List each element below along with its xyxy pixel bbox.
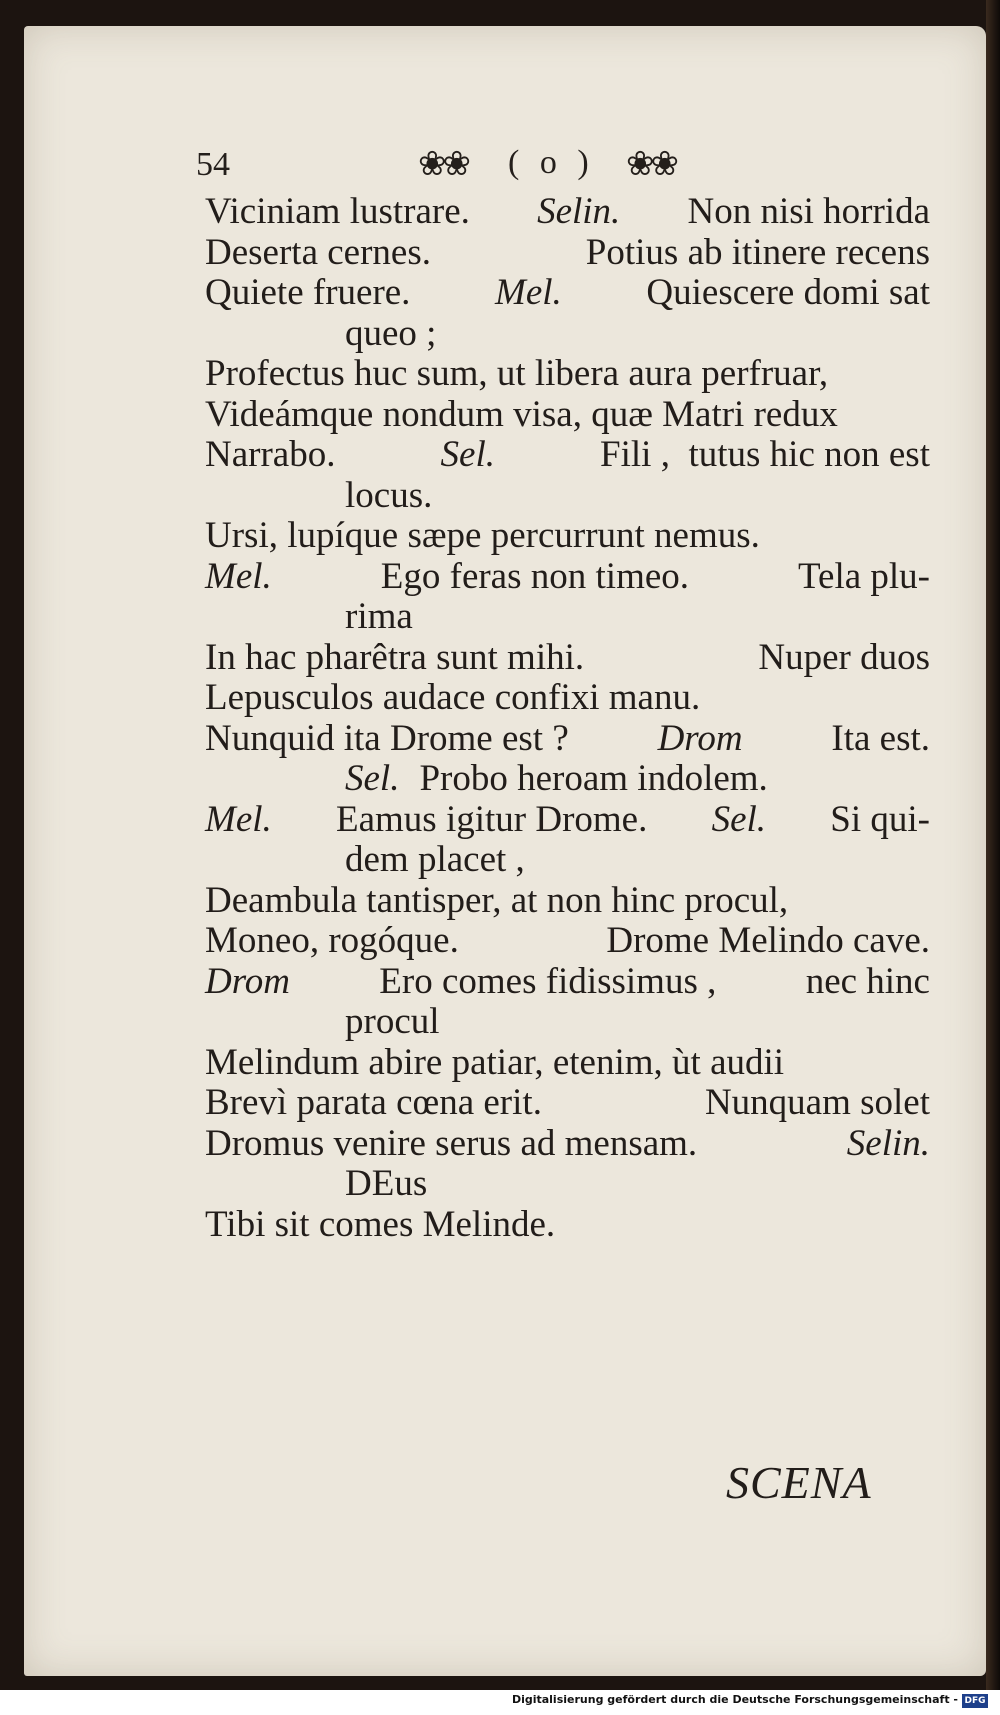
speaker-label: Mel. — [495, 272, 562, 313]
verse-text: Melindum abire patiar, etenim, ùt audii — [205, 1041, 785, 1083]
text-line — [205, 1205, 930, 1246]
verse-text: Ita est. — [831, 717, 930, 759]
text-line — [205, 1002, 930, 1043]
book-edge — [986, 0, 1000, 1715]
text-line — [205, 233, 930, 274]
verse-text: Fili , tutus hic non est — [600, 434, 930, 475]
verse-text: Non nisi horrida — [687, 191, 930, 232]
verse-text: Ursi, lupíque sæpe percurrunt nemus. — [205, 515, 760, 556]
verse-text: Brevì parata cœna erit. — [205, 1082, 542, 1123]
verse-text: In hac pharêtra sunt mihi. — [205, 636, 585, 678]
verse-text: Tela plu- — [798, 555, 930, 597]
verse-text: Probo heroam indolem. — [419, 758, 768, 799]
verse-text: Lepusculos audace confixi manu. — [205, 677, 701, 718]
speaker-label: Selin. — [846, 1122, 930, 1164]
speaker-label: Selin. — [537, 191, 621, 232]
text-line — [205, 800, 930, 841]
text-line — [205, 759, 930, 800]
text-line — [205, 1164, 930, 1205]
verse-text: Videámque nondum visa, quæ Matri redux — [205, 393, 838, 435]
text-line — [205, 516, 930, 557]
verse-text: procul — [345, 1001, 440, 1042]
text-line — [205, 678, 930, 719]
speaker-label: Mel. — [205, 798, 272, 840]
speaker-label: Sel. — [711, 798, 767, 840]
verse-text: Nunquam solet — [704, 1082, 930, 1123]
verse-text: locus. — [345, 474, 433, 516]
verse-text: Drome Melindo cave. — [606, 920, 930, 961]
text-line — [205, 395, 930, 436]
text-line — [205, 921, 930, 962]
catchword: SCENA — [726, 1457, 872, 1508]
text-line — [205, 840, 930, 881]
ornament-right-icon: ❀❀ — [626, 146, 675, 183]
verse-text: Tibi sit comes Melinde. — [205, 1203, 556, 1245]
text-line — [205, 638, 930, 679]
verse-text: Quiete fruere. — [205, 272, 411, 313]
speaker-label: Sel. — [345, 758, 400, 799]
speaker-label: Mel. — [205, 555, 272, 597]
text-line — [205, 273, 930, 314]
text-line — [205, 314, 930, 355]
speaker-label: Drom — [205, 960, 290, 1002]
text-line — [205, 354, 930, 395]
footer-credit: Digitalisierung gefördert durch die Deutsche Forschungsgemeinschaft - — [511, 1693, 958, 1706]
verse-text: Narrabo. — [205, 434, 336, 475]
verse-text: rima — [345, 596, 413, 637]
verse-text: Dromus venire serus ad mensam. — [205, 1122, 698, 1164]
verse-text: Si qui- — [830, 798, 930, 840]
text-line — [205, 476, 930, 517]
text-line — [205, 719, 930, 760]
text-line — [205, 881, 930, 922]
page-number: 54 — [196, 146, 230, 183]
text-line — [205, 557, 930, 598]
verse-text: Deambula tantisper, at non hinc procul, — [205, 879, 789, 921]
signature-mark: ( o ) — [508, 144, 595, 181]
verse-text: Viciniam lustrare. — [205, 191, 470, 232]
text-line — [205, 1124, 930, 1165]
play-text — [205, 192, 930, 1245]
verse-text: Nunquid ita Drome est ? — [205, 717, 569, 759]
text-line — [205, 1043, 930, 1084]
text-line — [205, 597, 930, 638]
verse-text: queo ; — [345, 312, 437, 354]
verse-text: Eamus igitur Drome. — [336, 798, 648, 840]
verse-text: Moneo, rogóque. — [205, 920, 459, 961]
verse-text: nec hinc — [805, 960, 930, 1002]
ornament-left-icon: ❀❀ — [418, 146, 467, 183]
verse-text: Potius ab itinere recens — [585, 231, 930, 273]
verse-text: dem placet , — [345, 839, 525, 880]
speaker-label: Sel. — [440, 434, 495, 475]
verse-text: Deserta cernes. — [205, 231, 431, 273]
verse-text: Ego feras non timeo. — [380, 555, 690, 597]
verse-text: Profectus huc sum, ut libera aura perfruar, — [205, 353, 829, 394]
speaker-label: Drom — [657, 717, 743, 759]
text-line — [205, 1083, 930, 1124]
text-line — [205, 435, 930, 476]
verse-text: Quiescere domi sat — [646, 272, 930, 313]
page-header — [0, 142, 1000, 192]
text-line — [205, 962, 930, 1003]
verse-text: Ero comes fidissimus , — [379, 960, 717, 1002]
text-line — [205, 192, 930, 233]
verse-text: DEus — [345, 1163, 428, 1204]
dfg-logo-icon: DFG — [962, 1694, 988, 1708]
verse-text: Nuper duos — [758, 636, 930, 678]
